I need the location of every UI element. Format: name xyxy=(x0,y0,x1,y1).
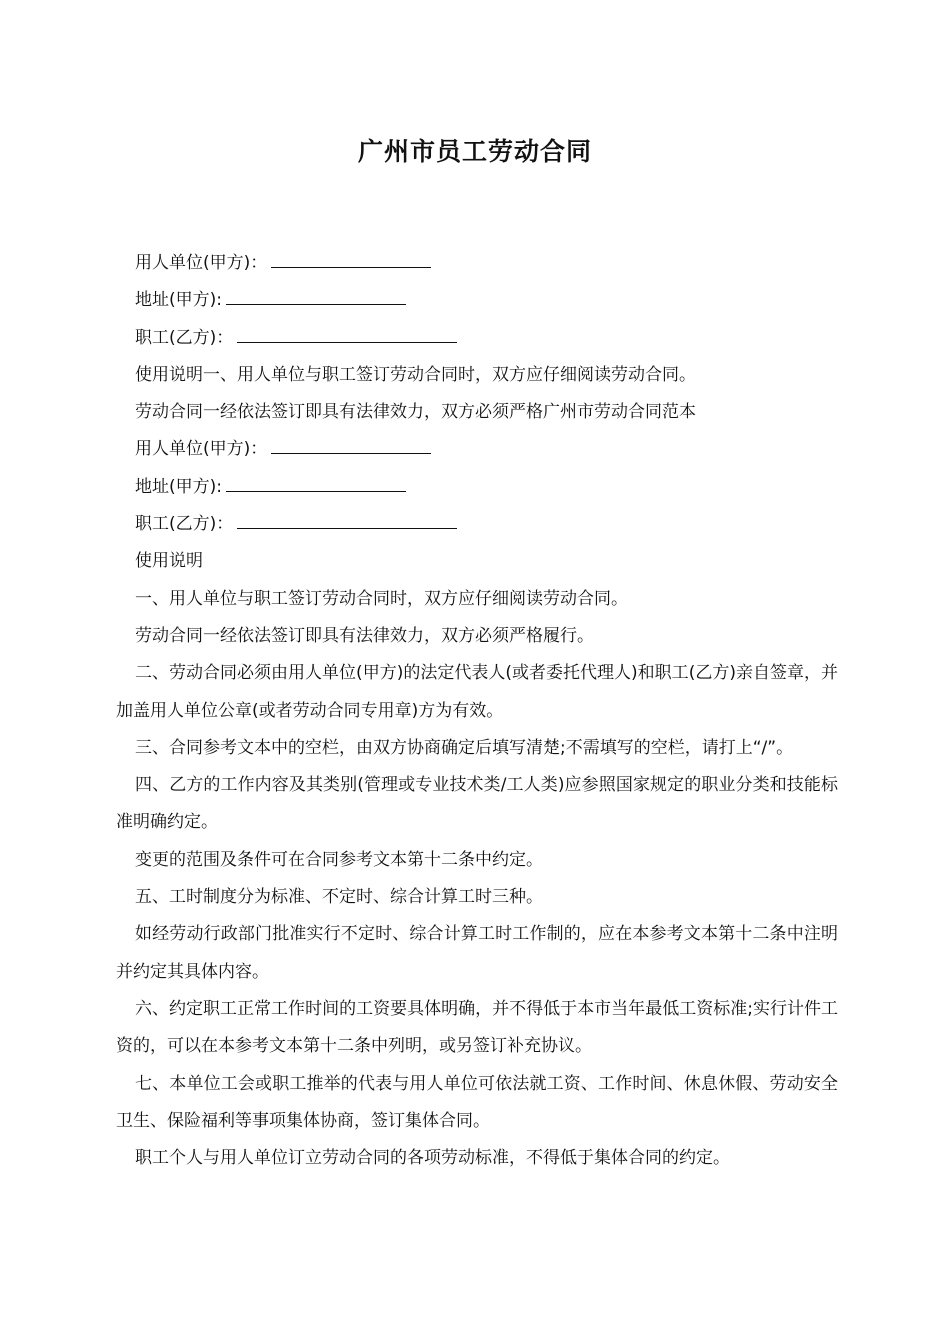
paragraph: 三、合同参考文本中的空栏，由双方协商确定后填写清楚;不需填写的空栏，请打上“/”。 xyxy=(135,737,794,758)
paragraph: 四、乙方的工作内容及其类别(管理或专业技术类/工人类)应参照国家规定的职业分类和技能标准明确约定。 xyxy=(116,775,838,833)
employer-field-2 xyxy=(116,431,838,468)
employee-field-2 xyxy=(116,506,838,543)
instructions-heading: 使用说明 xyxy=(135,551,203,572)
address-label-2: 地址(甲方): xyxy=(135,476,222,497)
intro-line-2: 劳动合同一经依法签订即具有法律效力，双方必须严格广州市劳动合同范本 xyxy=(135,402,696,423)
employer-label-1: 用人单位(甲方)： xyxy=(135,253,268,273)
address-blank-2[interactable] xyxy=(226,469,406,492)
employer-field-1 xyxy=(116,245,838,282)
employee-blank-2[interactable] xyxy=(237,506,457,529)
paragraph: 一、用人单位与职工签订劳动合同时，双方应仔细阅读劳动合同。 xyxy=(135,588,628,609)
address-field-2 xyxy=(116,469,838,506)
employer-label-2: 用人单位(甲方)： xyxy=(135,439,268,460)
address-blank-1[interactable] xyxy=(226,282,406,305)
paragraph: 五、工时制度分为标准、不定时、综合计算工时三种。 xyxy=(135,887,543,908)
employer-blank-2[interactable] xyxy=(271,431,431,454)
employee-field-1 xyxy=(116,320,838,357)
paragraph: 职工个人与用人单位订立劳动合同的各项劳动标准，不得低于集体合同的约定。 xyxy=(135,1148,730,1169)
paragraph: 六、约定职工正常工作时间的工资要具体明确，并不得低于本市当年最低工资标准;实行计件工资的，可以在本参考文本第十二条中列明，或另签订补充协议。 xyxy=(116,998,838,1057)
intro-line-1: 使用说明一、用人单位与职工签订劳动合同时，双方应仔细阅读劳动合同。 xyxy=(135,364,696,385)
document-title: 广州市员工劳动合同 xyxy=(357,137,592,166)
employee-blank-1[interactable] xyxy=(237,320,457,343)
employee-label-1: 职工(乙方)： xyxy=(135,327,234,348)
paragraph: 如经劳动行政部门批准实行不定时、综合计算工时工作制的，应在本参考文本第十二条中注明并约定其具体内容。 xyxy=(116,924,838,982)
paragraph: 七、本单位工会或职工推举的代表与用人单位可依法就工资、工作时间、休息休假、劳动安全卫生、保险福利等事项集体协商，签订集体合同。 xyxy=(116,1073,838,1131)
document-body xyxy=(116,245,838,1177)
employee-label-2: 职工(乙方)： xyxy=(135,514,234,535)
address-label-1: 地址(甲方): xyxy=(135,290,222,311)
employer-blank-1[interactable] xyxy=(271,245,431,268)
paragraph: 二、劳动合同必须由用人单位(甲方)的法定代表人(或者委托代理人)和职工(乙方)亲自签章，并加盖用人单位公章(或者劳动合同专用章)方为有效。 xyxy=(116,663,838,721)
paragraph: 变更的范围及条件可在合同参考文本第十二条中约定。 xyxy=(135,849,543,870)
address-field-1 xyxy=(116,282,838,319)
paragraph: 劳动合同一经依法签订即具有法律效力，双方必须严格履行。 xyxy=(135,625,594,646)
